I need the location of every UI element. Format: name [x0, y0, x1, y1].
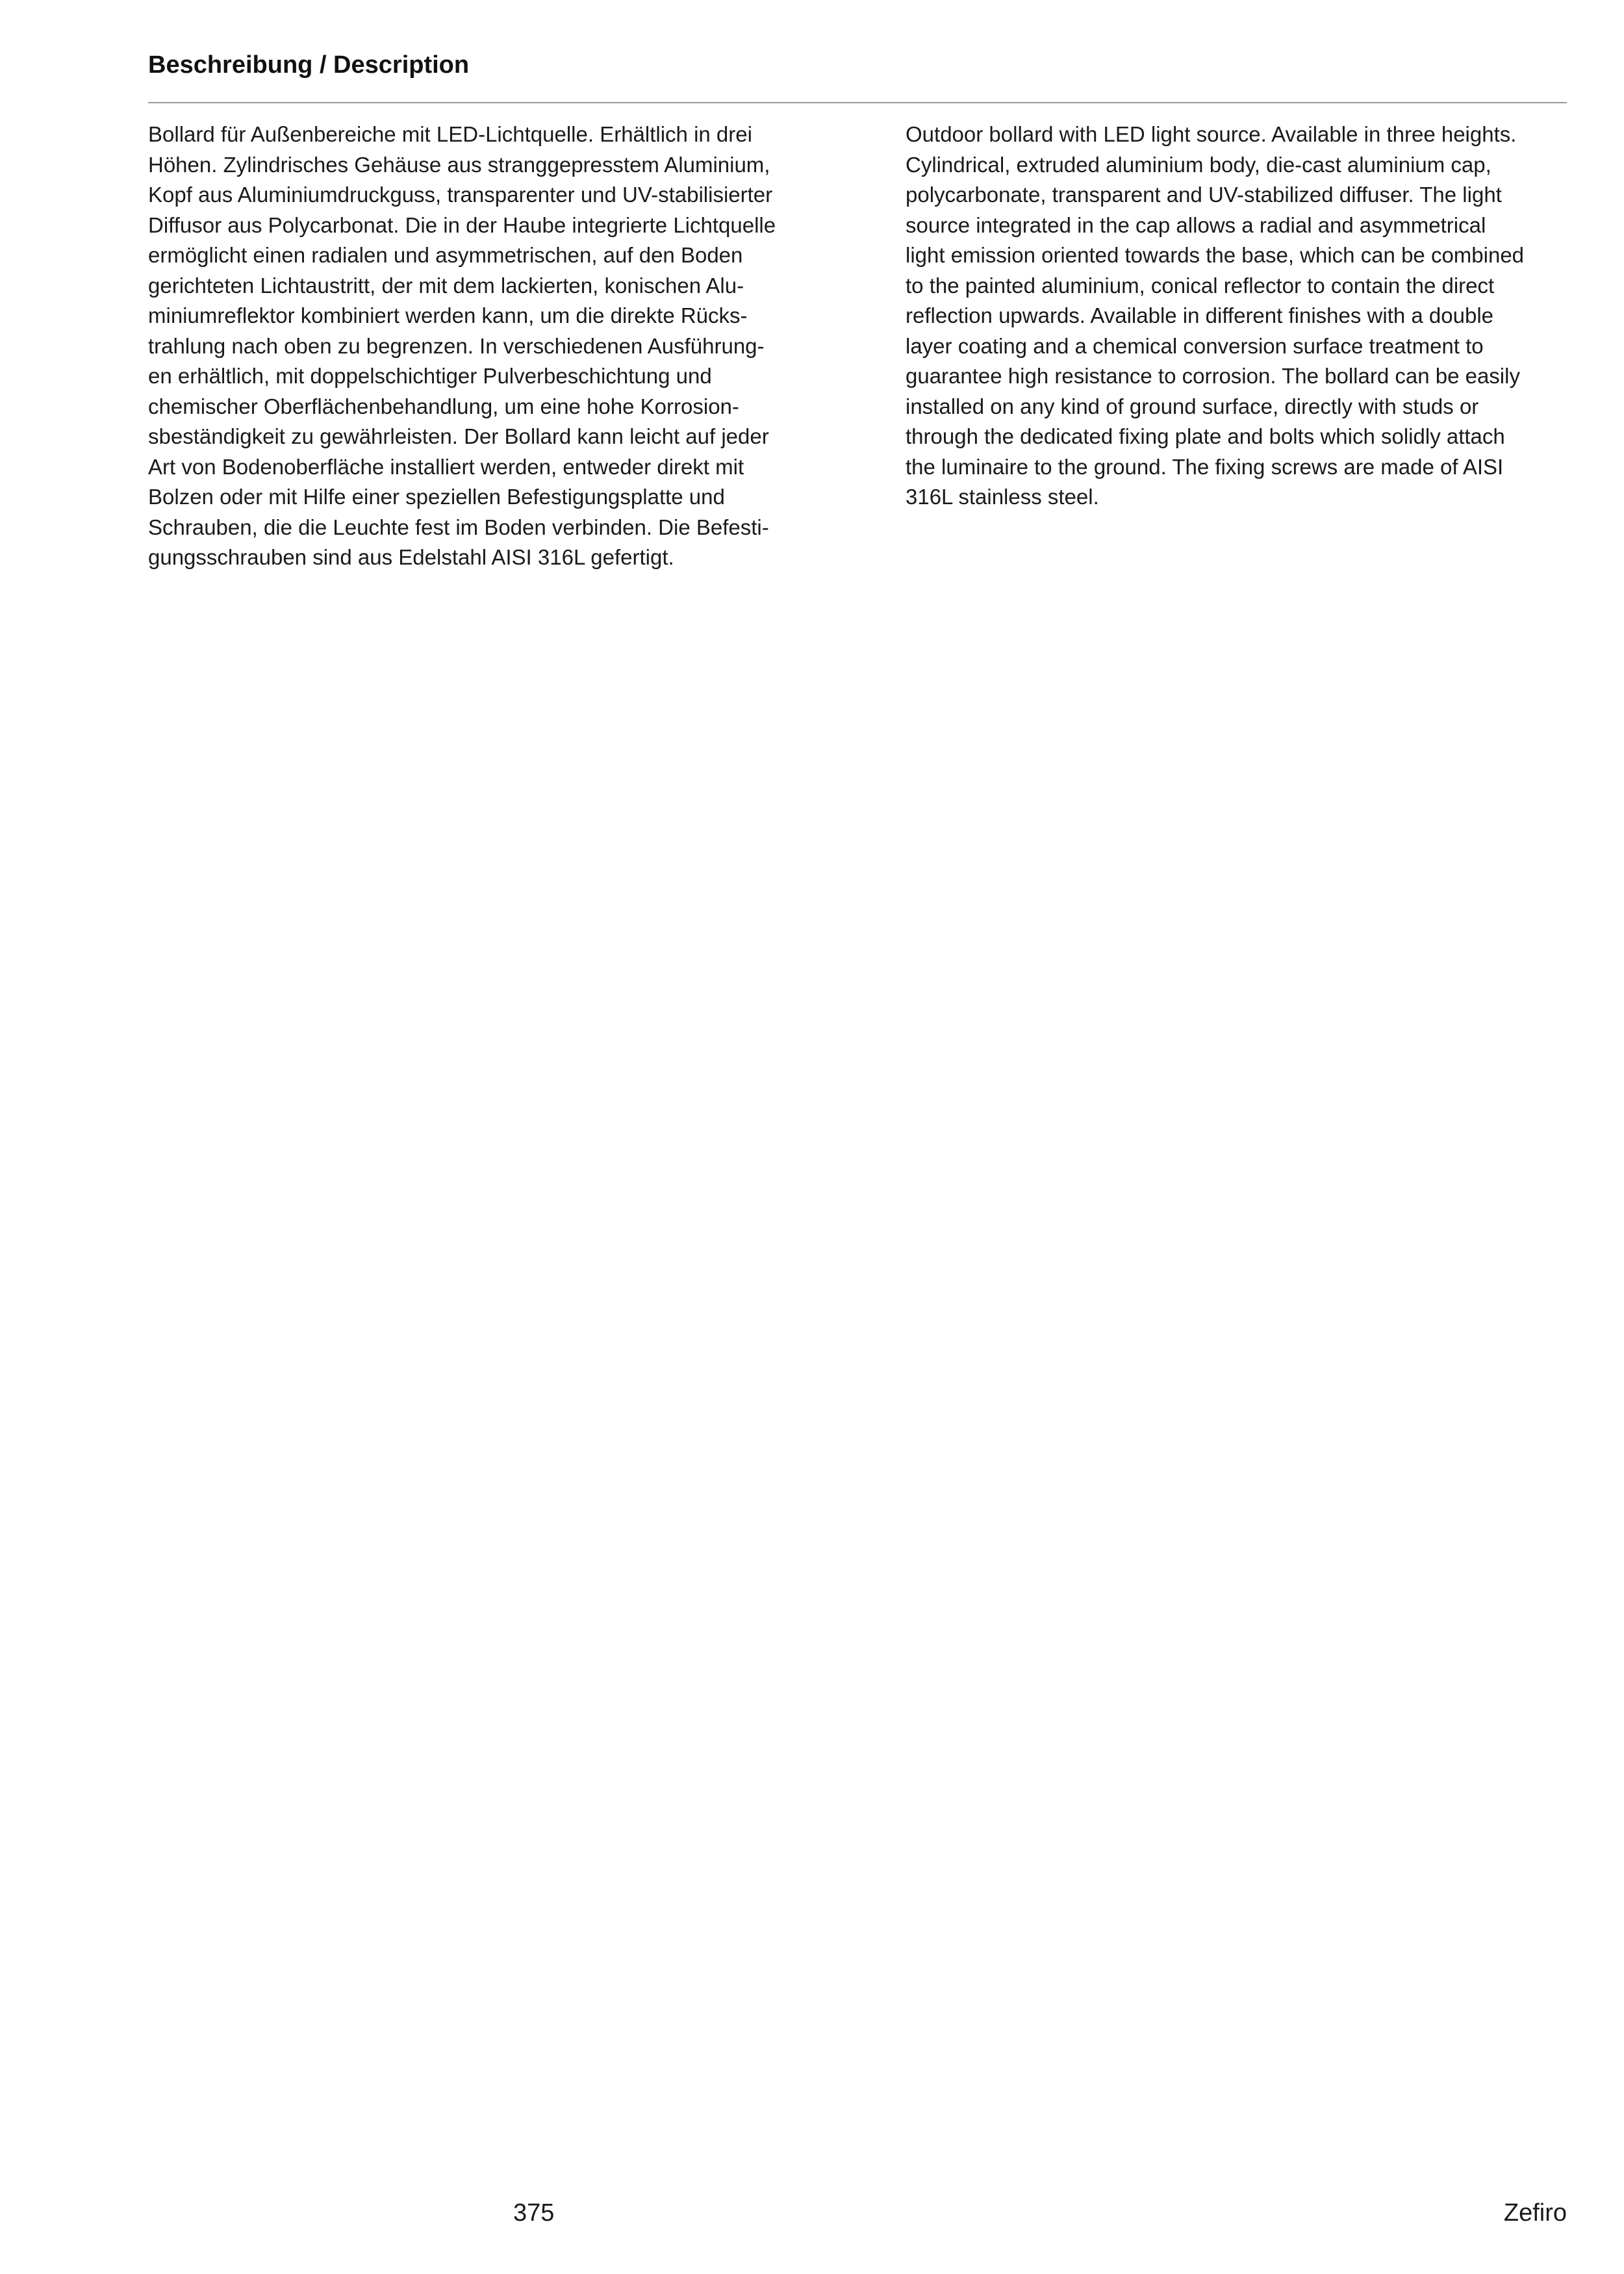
german-text-line: Schrauben, die die Leuchte fest im Boden verbinden. Die Befesti-	[148, 515, 769, 539]
english-text-line: 316L stainless steel.	[906, 485, 1099, 509]
section-title: Beschreibung / Description	[148, 51, 470, 79]
description-english	[906, 120, 1581, 513]
german-text-line: sbeständigkeit zu gewährleisten. Der Bollard kann leicht auf jeder	[148, 424, 769, 448]
english-text-line: Outdoor bollard with LED light source. Available in three heights.	[906, 122, 1517, 146]
title-divider	[148, 102, 1567, 103]
german-text-line: en erhältlich, mit doppelschichtiger Pulverbeschichtung und	[148, 364, 712, 388]
page-number: 375	[513, 2199, 555, 2227]
english-text-line: Cylindrical, extruded aluminium body, die-cast aluminium cap,	[906, 152, 1491, 177]
german-text-line: trahlung nach oben zu begrenzen. In verschiedenen Ausführung-	[148, 333, 765, 358]
german-text-line: chemischer Oberflächenbehandlung, um eine hohe Korrosion-	[148, 394, 739, 418]
english-text-line: the luminaire to the ground. The fixing screws are made of AISI	[906, 454, 1504, 479]
german-text-line: gungsschrauben sind aus Edelstahl AISI 316L gefertigt.	[148, 545, 674, 569]
english-text-line: reflection upwards. Available in different finishes with a double	[906, 303, 1494, 327]
german-text-line: Bollard für Außenbereiche mit LED-Lichtquelle. Erhältlich in drei	[148, 122, 752, 146]
german-text-line: Art von Bodenoberfläche installiert werden, entweder direkt mit	[148, 454, 744, 479]
english-text-line: through the dedicated fixing plate and bolts which solidly attach	[906, 424, 1505, 448]
german-text-line: Höhen. Zylindrisches Gehäuse aus stranggepresstem Aluminium,	[148, 152, 770, 177]
german-text-line: gerichteten Lichtaustritt, der mit dem lackierten, konischen Alu-	[148, 273, 744, 298]
product-name: Zefiro	[1503, 2199, 1567, 2227]
english-text-line: to the painted aluminium, conical reflector to contain the direct	[906, 273, 1495, 298]
german-text-line: Bolzen oder mit Hilfe einer speziellen Befestigungsplatte und	[148, 485, 725, 509]
german-text-line: Kopf aus Aluminiumdruckguss, transparenter und UV-stabilisierter	[148, 183, 773, 207]
english-text-line: source integrated in the cap allows a radial and asymmetrical	[906, 212, 1486, 237]
description-german	[148, 120, 824, 573]
german-text-line: Diffusor aus Polycarbonat. Die in der Haube integrierte Lichtquelle	[148, 212, 776, 237]
english-text-line: guarantee high resistance to corrosion. The bollard can be easily	[906, 364, 1520, 388]
english-text-line: layer coating and a chemical conversion surface treatment to	[906, 333, 1484, 358]
english-text-line: polycarbonate, transparent and UV-stabilized diffuser. The light	[906, 183, 1502, 207]
english-text-line: installed on any kind of ground surface, directly with studs or	[906, 394, 1479, 418]
german-text-line: ermöglicht einen radialen und asymmetrischen, auf den Boden	[148, 243, 743, 267]
english-text-line: light emission oriented towards the base, which can be combined	[906, 243, 1525, 267]
german-text-line: miniumreflektor kombiniert werden kann, um die direkte Rücks-	[148, 303, 748, 327]
